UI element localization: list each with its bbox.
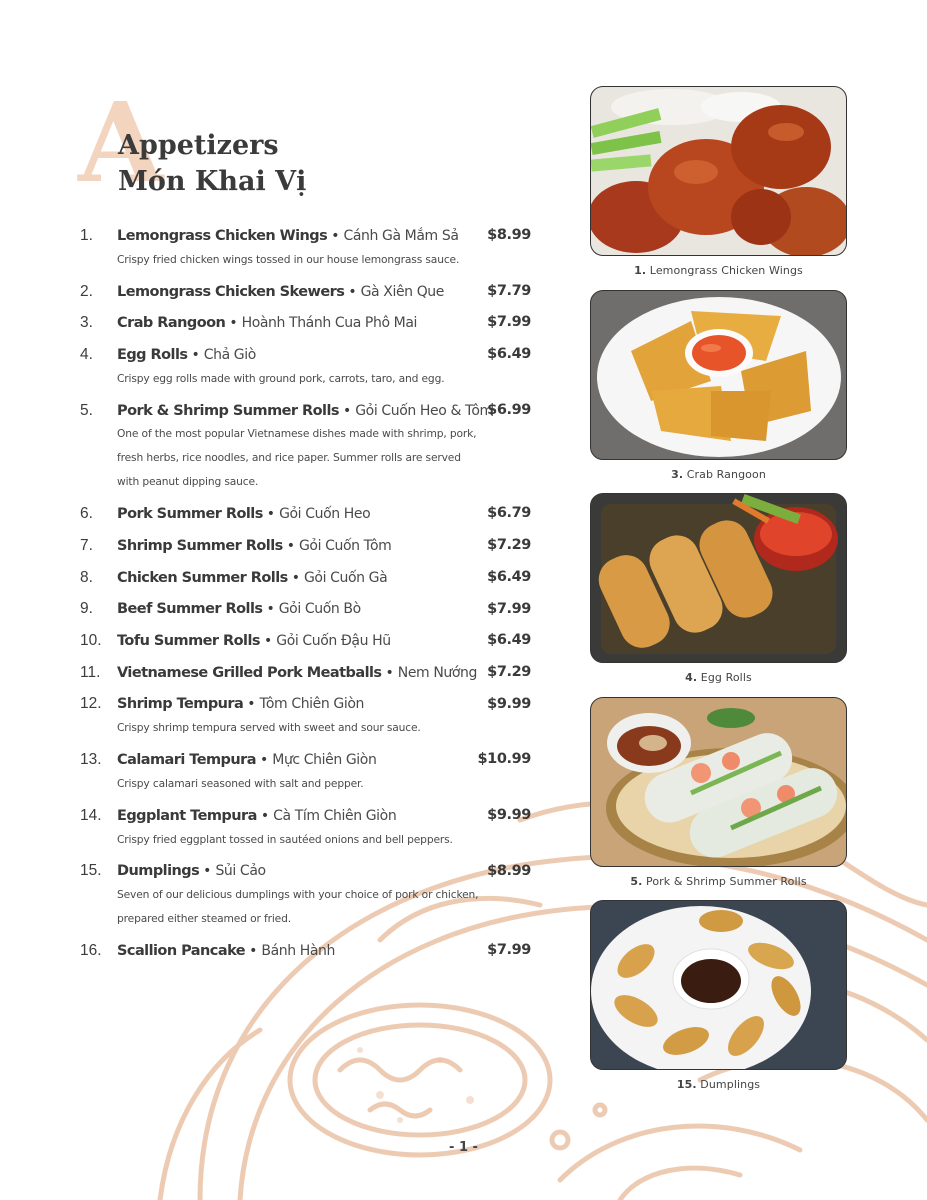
photo-caption [590, 875, 847, 888]
menu-item-row [80, 594, 535, 626]
item-number: 5. [80, 401, 93, 419]
bullet-separator: • [260, 807, 270, 824]
bullet-separator: • [191, 346, 200, 363]
item-price: $7.99 [487, 600, 531, 617]
menu-item [80, 594, 535, 626]
item-vietnamese-name: Cà Tím Chiên Giòn [273, 807, 397, 824]
item-description [117, 367, 492, 395]
item-description [117, 248, 492, 276]
menu-item-row [80, 220, 535, 252]
summer-rolls-photo [590, 697, 847, 867]
description-line: One of the most popular Vietnamese dishes made with shrimp, pork, [117, 427, 477, 441]
menu-item-row [80, 395, 535, 427]
menu-item-row [80, 530, 535, 562]
item-name: Pork Summer Rolls [117, 506, 263, 523]
photo-card [590, 697, 847, 901]
menu-item [80, 689, 535, 745]
menu-item-row [80, 689, 535, 721]
item-number: 2. [80, 282, 93, 300]
menu-item [80, 562, 535, 594]
item-name: Crab Rangoon [117, 315, 226, 332]
menu-item [80, 935, 535, 967]
item-name: Pork & Shrimp Summer Rolls [117, 402, 339, 419]
item-vietnamese-name: Gỏi Cuốn Gà [303, 569, 388, 586]
photo-card [590, 86, 847, 290]
description-line: with peanut dipping sauce. [117, 475, 259, 489]
photo-caption [590, 1078, 847, 1091]
item-name: Dumplings [117, 863, 200, 880]
menu-item [80, 395, 535, 499]
item-description [117, 422, 492, 498]
crab-rangoon-photo [590, 290, 847, 460]
item-name: Calamari Tempura [117, 752, 256, 769]
bullet-separator: • [286, 537, 295, 554]
menu-item [80, 220, 535, 276]
menu-item-row [80, 625, 535, 657]
item-number: 10. [80, 632, 102, 650]
item-price: $9.99 [487, 695, 531, 712]
item-price: $10.99 [477, 751, 531, 768]
menu-item [80, 339, 535, 395]
caption-label: Egg Rolls [700, 671, 752, 684]
bullet-separator: • [263, 633, 273, 650]
bullet-separator: • [348, 283, 357, 300]
description-line: prepared either steamed or fried. [117, 912, 291, 926]
menu-item-row [80, 339, 535, 371]
item-vietnamese-name: Gà Xiên Que [360, 283, 444, 300]
caption-number: 3. [671, 467, 684, 481]
description-line: Crispy shrimp tempura served with sweet and sour sauce. [117, 721, 421, 735]
description-line: Seven of our delicious dumplings with your choice of pork or chicken, [117, 888, 479, 902]
item-name: Lemongrass Chicken Wings [117, 227, 328, 244]
item-number: 13. [80, 751, 102, 769]
bullet-separator: • [249, 943, 258, 960]
bullet-separator: • [331, 227, 340, 244]
bullet-separator: • [247, 696, 256, 713]
item-price: $6.49 [487, 346, 531, 363]
item-name: Beef Summer Rolls [117, 601, 263, 618]
menu-item-row [80, 657, 535, 689]
bullet-separator: • [342, 402, 352, 419]
item-name: Chicken Summer Rolls [117, 569, 288, 586]
caption-number: 1. [634, 264, 647, 277]
menu-item-row [80, 498, 535, 530]
menu-item-row [80, 935, 535, 967]
bullet-separator: • [266, 506, 276, 523]
menu-item [80, 307, 535, 339]
item-description [117, 883, 492, 935]
item-price: $8.99 [487, 227, 531, 243]
menu-item-row [80, 276, 535, 308]
photo-caption [590, 671, 847, 684]
section-title-english: Appetizers [118, 130, 279, 161]
menu-item-row [80, 856, 535, 888]
item-vietnamese-name: Gỏi Cuốn Tôm [298, 537, 392, 554]
item-number: 7. [80, 536, 93, 554]
item-vietnamese-name: Gỏi Cuốn Bò [278, 601, 361, 618]
menu-item [80, 530, 535, 562]
item-price: $6.99 [487, 401, 531, 418]
item-price: $6.79 [487, 505, 531, 522]
description-line: fresh herbs, rice noodles, and rice paper. Summer rolls are served [117, 451, 461, 465]
item-price: $6.49 [487, 568, 531, 585]
item-price: $6.49 [487, 632, 531, 649]
decorative-letter: A [78, 78, 164, 207]
item-price: $7.99 [487, 942, 531, 959]
menu-item [80, 800, 535, 856]
menu-item [80, 744, 535, 800]
bullet-separator: • [385, 664, 394, 681]
egg-rolls-photo [590, 493, 847, 663]
menu-item [80, 276, 535, 308]
item-vietnamese-name: Gỏi Cuốn Heo [279, 506, 371, 523]
photo-column [590, 86, 847, 1104]
page-number: - 1 - [449, 1140, 478, 1155]
appetizer-list [80, 220, 535, 967]
item-number: 12. [80, 695, 102, 713]
item-name: Lemongrass Chicken Skewers [117, 283, 345, 300]
item-number: 11. [80, 663, 101, 681]
photo-card [590, 290, 847, 494]
menu-item [80, 657, 535, 689]
photo-card [590, 900, 847, 1104]
item-number: 8. [80, 568, 93, 586]
item-price: $7.79 [487, 282, 531, 299]
bullet-separator: • [203, 863, 212, 880]
item-vietnamese-name: Hoành Thánh Cua Phô Mai [241, 315, 418, 332]
caption-label: Lemongrass Chicken Wings [649, 264, 803, 277]
bullet-separator: • [266, 601, 275, 618]
description-line: Crispy fried chicken wings tossed in our house lemongrass sauce. [117, 252, 460, 266]
photo-caption [590, 264, 847, 277]
item-name: Shrimp Tempura [117, 696, 244, 713]
item-name: Shrimp Summer Rolls [117, 537, 283, 554]
item-name: Scallion Pancake [117, 943, 246, 960]
section-title-vietnamese: Món Khai Vị [118, 166, 307, 197]
item-number: 9. [80, 600, 93, 618]
description-line: Crispy fried eggplant tossed in sautéed onions and bell peppers. [117, 832, 453, 846]
menu-item-row [80, 307, 535, 339]
caption-number: 5. [630, 874, 643, 888]
item-price: $7.99 [487, 314, 531, 331]
caption-label: Pork & Shrimp Summer Rolls [646, 874, 807, 888]
item-name: Eggplant Tempura [117, 807, 257, 824]
item-vietnamese-name: Gỏi Cuốn Đậu Hũ [276, 633, 391, 650]
caption-label: Crab Rangoon [686, 467, 766, 481]
item-description [117, 716, 492, 744]
section-title [118, 128, 306, 200]
item-vietnamese-name: Tôm Chiên Giòn [259, 696, 364, 713]
item-description [117, 772, 492, 800]
menu-item-row [80, 800, 535, 832]
item-vietnamese-name: Gỏi Cuốn Heo & Tôm [355, 402, 493, 419]
photo-caption [590, 468, 847, 481]
description-line: Crispy egg rolls made with ground pork, carrots, taro, and egg. [117, 371, 445, 385]
caption-label: Dumplings [700, 1078, 761, 1091]
item-number: 15. [80, 862, 102, 880]
item-number: 14. [80, 806, 102, 824]
item-number: 3. [80, 314, 93, 332]
item-number: 4. [80, 345, 93, 363]
menu-item-row [80, 562, 535, 594]
chicken-wings-photo [590, 86, 847, 256]
item-number: 1. [80, 226, 93, 244]
menu-item [80, 498, 535, 530]
menu-item [80, 856, 535, 936]
photo-card [590, 493, 847, 697]
item-name: Egg Rolls [117, 346, 188, 363]
item-name: Vietnamese Grilled Pork Meatballs [117, 664, 382, 681]
item-price: $7.29 [487, 663, 531, 680]
item-vietnamese-name: Nem Nướng [397, 664, 478, 681]
item-number: 16. [80, 942, 102, 960]
item-name: Tofu Summer Rolls [117, 633, 260, 650]
description-line: Crispy calamari seasoned with salt and pepper. [117, 776, 364, 790]
item-vietnamese-name: Bánh Hành [261, 943, 335, 960]
bullet-separator: • [291, 569, 300, 586]
item-price: $9.99 [487, 806, 531, 823]
item-vietnamese-name: Chả Giò [203, 346, 256, 363]
item-description [117, 828, 492, 856]
item-vietnamese-name: Mực Chiên Giòn [272, 752, 377, 769]
dumplings-photo [590, 900, 847, 1070]
item-price: $8.99 [487, 862, 531, 879]
item-vietnamese-name: Cánh Gà Mắm Sả [343, 227, 459, 244]
bullet-separator: • [229, 315, 238, 332]
item-price: $7.29 [487, 537, 531, 554]
item-number: 6. [80, 505, 93, 523]
bullet-separator: • [260, 752, 269, 769]
menu-item [80, 625, 535, 657]
caption-number: 4. [685, 671, 698, 684]
caption-number: 15. [676, 1078, 697, 1091]
menu-item-row [80, 744, 535, 776]
item-vietnamese-name: Sủi Cảo [215, 863, 266, 880]
